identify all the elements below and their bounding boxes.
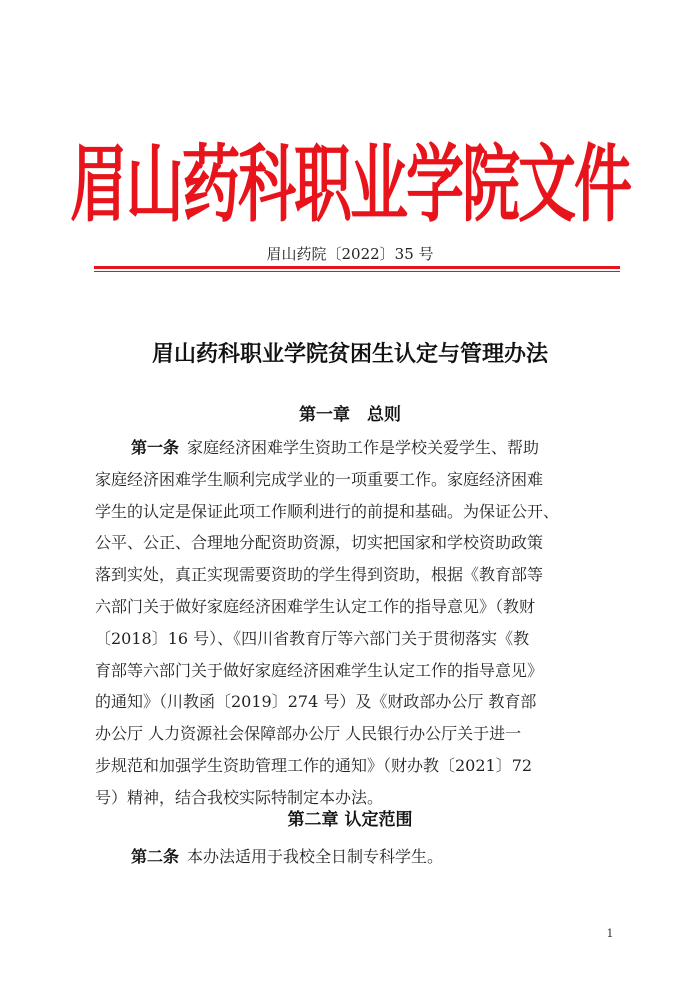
article-line: 公平、公正、合理地分配资助资源，切实把国家和学校资助政策 bbox=[95, 533, 544, 553]
article-line: 落到实处，真正实现需要资助的学生得到资助，根据《教育部等 bbox=[95, 565, 544, 585]
article-text: 本办法适用于我校全日制专科学生。 bbox=[187, 847, 444, 866]
article-line: 的通知》（川教函〔2019〕274 号）及《财政部办公厅 教育部 bbox=[95, 692, 537, 712]
article-label: 第二条 bbox=[131, 847, 180, 866]
article-line: 育部等六部门关于做好家庭经济困难学生认定工作的指导意见》 bbox=[95, 660, 544, 680]
article-line: 学生的认定是保证此项工作顺利进行的前提和基础。为保证公开、 bbox=[95, 501, 560, 521]
document-number: 眉山药院〔2022〕35 号 bbox=[266, 245, 434, 263]
red-divider-thick bbox=[94, 266, 620, 269]
article-line: 办公厅 人力资源社会保障部办公厅 人民银行办公厅关于进一 bbox=[95, 724, 522, 744]
article-line: 步规范和加强学生资助管理工作的通知》（财办教〔2021〕72 bbox=[95, 755, 533, 775]
article-line: 六部门关于做好家庭经济困难学生认定工作的指导意见》（教财 bbox=[95, 596, 536, 616]
chapter-heading-scope: 第二章 认定范围 bbox=[287, 810, 413, 830]
article-line: 号）精神，结合我校实际特制定本办法。 bbox=[95, 787, 384, 807]
document-title: 眉山药科职业学院贫困生认定与管理办法 bbox=[151, 341, 548, 367]
article-line bbox=[95, 842, 625, 872]
article-1 bbox=[95, 432, 625, 814]
red-divider-thin bbox=[94, 271, 620, 272]
article-2 bbox=[95, 842, 625, 872]
article-line: 家庭经济困难学生顺利完成学业的一项重要工作。家庭经济困难 bbox=[95, 469, 544, 489]
article-label: 第一条 bbox=[131, 438, 180, 457]
masthead-title: 眉山药科职业学院文件 bbox=[69, 135, 630, 234]
page-number: 1 bbox=[606, 927, 614, 940]
article-text: 家庭经济困难学生资助工作是学校关爱学生、帮助 bbox=[187, 438, 540, 457]
article-line: 〔2018〕16 号）、《四川省教育厅等六部门关于贯彻落实《教 bbox=[95, 628, 530, 648]
chapter-heading-general: 第一章 总则 bbox=[299, 405, 401, 425]
article-line bbox=[95, 432, 625, 464]
